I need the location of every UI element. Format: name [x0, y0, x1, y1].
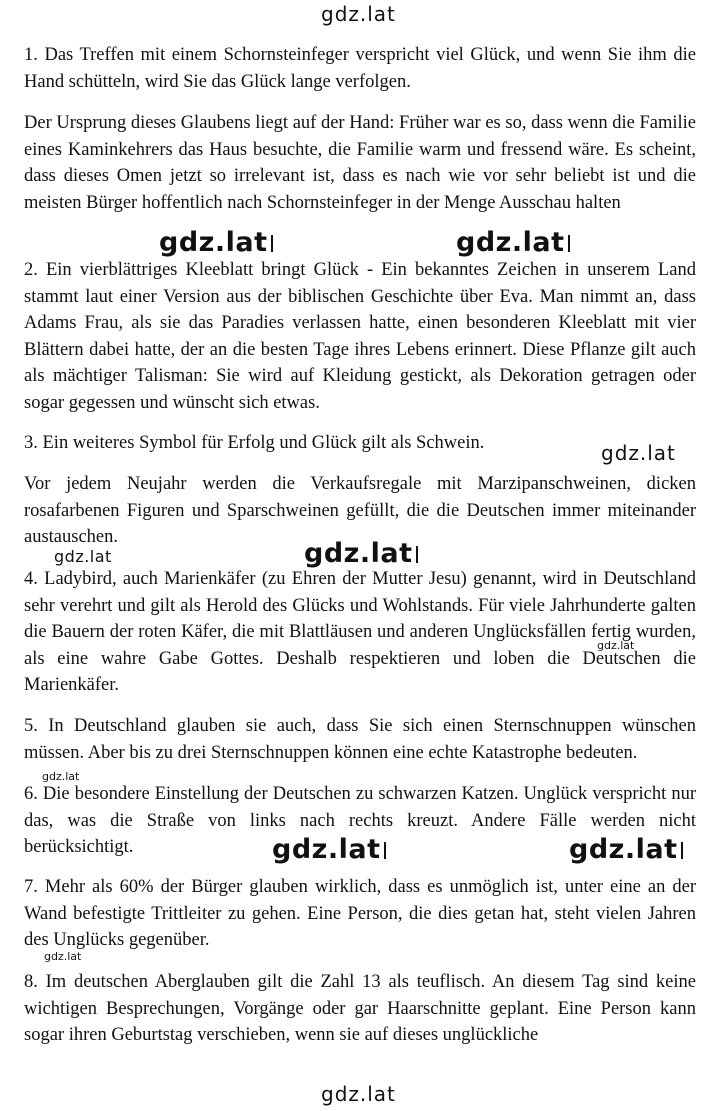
- paragraph-4: 3. Ein weiteres Symbol für Erfolg und Glück gilt als Schwein.: [24, 433, 485, 453]
- watermark: gdz.lat: [567, 836, 685, 863]
- watermark-bottom: gdz.lat: [321, 1082, 396, 1106]
- paragraph-9: 7. Mehr als 60% der Bürger glauben wirklich, dass es unmöglich ist, unter eine an der Wand befestigte Trittleiter zu gehen. Eine Person, die dies getan hat, steht vielen Jahren des Unglücks gegenüber.: [24, 877, 696, 950]
- paragraph-3: 2. Ein vierblättriges Kleeblatt bringt Glück - Ein bekanntes Zeichen in unserem Land stammt laut einer Version aus der biblischen Geschichte über Eva. Man nimmt an, dass Adams Frau, als sie das Paradies verlassen hatte, einen besonderen Kleeblatt mit vier Blättern dabei hatte, der an die besten Tage ihres Lebens erinnert. Diese Pflanze gilt auch als mächtiger Talisman: Sie wird auf Kleidung gestickt, als Dekoration getragen oder sogar gegessen und wünscht sich etwas.: [24, 260, 696, 413]
- paragraph-8: 6. Die besondere Einstellung der Deutschen zu schwarzen Katzen. Unglück verspricht nur das, was die Straße von links nach rechts kreuzt. Andere Fälle werden nicht berücksichtigt.: [24, 784, 696, 857]
- watermark: gdz.lat: [157, 229, 275, 256]
- paragraph-1: 1. Das Treffen mit einem Schornsteinfeger verspricht viel Glück, und wenn Sie ihm die Hand schütteln, wird Sie das Glück lange verfolgen.: [24, 45, 696, 92]
- watermark: gdz.lat: [270, 836, 388, 863]
- paragraph-5: Vor jedem Neujahr werden die Verkaufsregale mit Marzipanschweinen, dicken rosafarbenen Figuren und Sparschweinen gefüllt, die die Deutschen immer miteinander austauschen.: [24, 474, 696, 547]
- watermark: gdz.lat: [42, 770, 80, 783]
- paragraph-10: 8. Im deutschen Aberglauben gilt die Zahl 13 als teuflisch. An diesem Tag sind keine wichtigen Besprechungen, Vorgänge oder gar Haarschnitte geplant. Eine Person kann sogar ihren Geburtstag verschieben, wenn sie auf dieses unglückliche: [24, 972, 696, 1045]
- watermark: gdz.lat: [601, 441, 676, 465]
- watermark: gdz.lat: [44, 950, 82, 963]
- paragraph-6: 4. Ladybird, auch Marienkäfer (zu Ehren der Mutter Jesu) genannt, wird in Deutschland sehr verehrt und gilt als Herold des Glücks und Wohlstands. Für viele Jahrhunderte galten die Bauern der roten Käfer, die mit Blattläusen und anderen Unglücksfällen fertig wurden, als eine wahre Gabe Gottes. Deshalb respektieren und loben die Deutschen die Marienkäfer.: [24, 569, 696, 695]
- watermark: gdz.lat: [302, 540, 420, 567]
- watermark-top: gdz.lat: [321, 2, 396, 26]
- paragraph-7: 5. In Deutschland glauben sie auch, dass Sie sich einen Sternschnuppen wünschen müssen. Aber bis zu drei Sternschnuppen können eine echte Katastrophe bedeuten.: [24, 716, 696, 763]
- watermark: gdz.lat: [54, 547, 112, 566]
- paragraph-2: Der Ursprung dieses Glaubens liegt auf der Hand: Früher war es so, dass wenn die Familie eines Kaminkehrers das Haus besuchte, die Familie warm und fressend wäre. Es scheint, dass dieses Omen jetzt so irrelevant ist, dass es nach wie vor sehr beliebt ist und die meisten Bürger hoffentlich nach Schornsteinfeger in der Menge Ausschau halten: [24, 113, 696, 213]
- watermark: gdz.lat: [454, 229, 572, 256]
- watermark: gdz.lat: [597, 639, 635, 652]
